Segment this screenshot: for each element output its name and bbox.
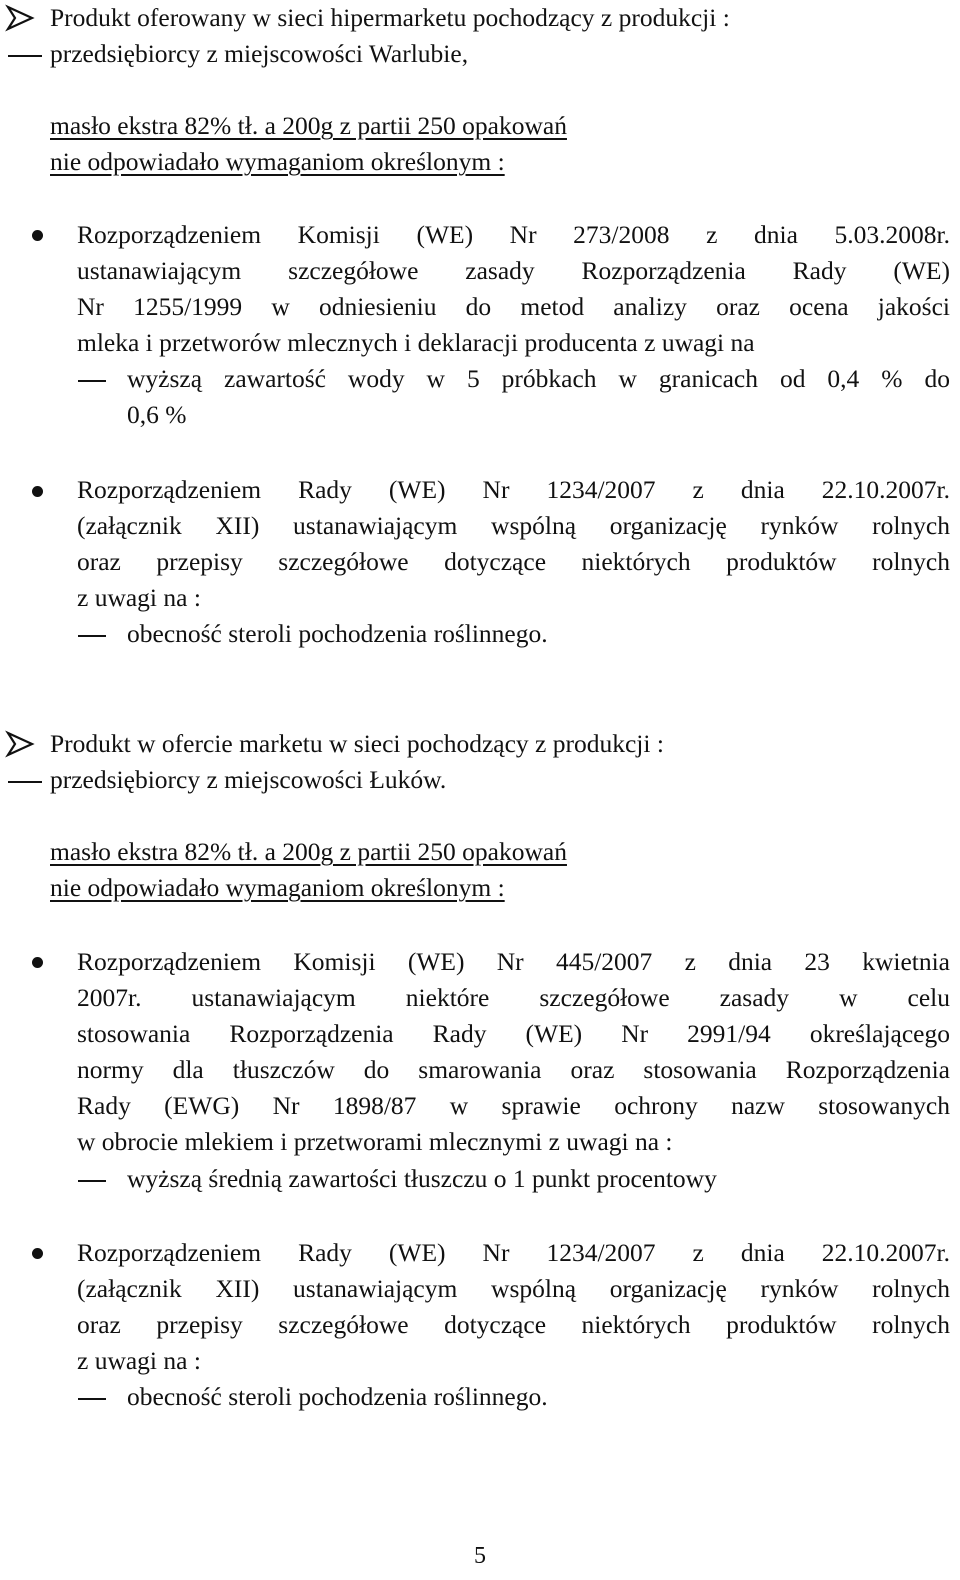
bullet-dot-icon (32, 1248, 43, 1259)
regulation-line: Nr 1255/1999 w odniesieniu do metod analizy oraz ocena jakości (77, 292, 950, 321)
regulation-line: z uwagi na : (77, 1346, 201, 1375)
dash-bullet-icon (78, 380, 106, 382)
regulation-line: stosowania Rozporządzenia Rady (WE) Nr 2991/94 określającego (77, 1019, 950, 1048)
dash-bullet-icon (78, 635, 106, 637)
section2-heading: Produkt w ofercie marketu w sieci pochodzący z produkcji : (50, 729, 664, 758)
regulation-line: Rozporządzeniem Komisji (WE) Nr 445/2007 z dnia 23 kwietnia (77, 947, 950, 976)
regulation-line: Rozporządzeniem Komisji (WE) Nr 273/2008 z dnia 5.03.2008r. (77, 220, 950, 249)
regulation-line: Rady (EWG) Nr 1898/87 w sprawie ochrony nazw stosowanych (77, 1091, 950, 1120)
dash-bullet-icon (78, 1398, 106, 1400)
section2-regulation-2 (77, 1235, 950, 1379)
regulation-line: ustanawiającym szczegółowe zasady Rozporządzenia Rady (WE) (77, 256, 950, 285)
section1-regulation-2 (77, 472, 950, 616)
section2-product-name: masło ekstra 82% tł. a 200g z partii 250 opakowań (50, 837, 567, 866)
section1-reason-2: obecność steroli pochodzenia roślinnego. (127, 619, 548, 648)
section1-reason-1 (127, 361, 950, 433)
section1-heading: Produkt oferowany w sieci hipermarketu pochodzący z produkcji : (50, 3, 730, 32)
section2-regulation-1 (77, 944, 950, 1160)
regulation-line: oraz przepisy szczegółowe dotyczące niektórych produktów rolnych (77, 547, 950, 576)
bullet-dot-icon (32, 486, 43, 497)
section1-nonconformity: nie odpowiadało wymaganiom określonym : (50, 147, 505, 176)
section1-regulation-1 (77, 217, 950, 361)
arrow-bullet-icon (5, 4, 37, 32)
long-dash-icon (8, 781, 42, 783)
long-dash-icon (8, 55, 42, 57)
regulation-line: mleka i przetworów mlecznych i deklaracji producenta z uwagi na (77, 328, 755, 357)
regulation-line: (załącznik XII) ustanawiającym wspólną organizację rynków rolnych (77, 1274, 950, 1303)
arrow-bullet-icon (5, 730, 37, 758)
bullet-dot-icon (32, 957, 43, 968)
section2-reason-2: obecność steroli pochodzenia roślinnego. (127, 1382, 548, 1411)
regulation-line: w obrocie mlekiem i przetworami mlecznymi z uwagi na : (77, 1127, 673, 1156)
section1-product-block (50, 108, 567, 180)
dash-bullet-icon (78, 1180, 106, 1182)
reason-line: 0,6 % (127, 400, 187, 429)
section2-product-block (50, 834, 567, 906)
section2-reason-1: wyższą średnią zawartości tłuszczu o 1 punkt procentowy (127, 1164, 717, 1193)
regulation-line: normy dla tłuszczów do smarowania oraz stosowania Rozporządzenia (77, 1055, 950, 1084)
section1-product-name: masło ekstra 82% tł. a 200g z partii 250 opakowań (50, 111, 567, 140)
regulation-line: Rozporządzeniem Rady (WE) Nr 1234/2007 z dnia 22.10.2007r. (77, 1238, 950, 1267)
section2-nonconformity: nie odpowiadało wymaganiom określonym : (50, 873, 505, 902)
page-number: 5 (474, 1543, 486, 1569)
regulation-line: 2007r. ustanawiającym niektóre szczegółowe zasady w celu (77, 983, 950, 1012)
reason-line: wyższą zawartość wody w 5 próbkach w granicach od 0,4 % do (127, 364, 950, 393)
regulation-line: oraz przepisy szczegółowe dotyczące niektórych produktów rolnych (77, 1310, 950, 1339)
regulation-line: (załącznik XII) ustanawiającym wspólną organizację rynków rolnych (77, 511, 950, 540)
section2-producer: przedsiębiorcy z miejscowości Łuków. (50, 765, 447, 794)
section1-producer: przedsiębiorcy z miejscowości Warlubie, (50, 39, 469, 68)
regulation-line: Rozporządzeniem Rady (WE) Nr 1234/2007 z dnia 22.10.2007r. (77, 475, 950, 504)
regulation-line: z uwagi na : (77, 583, 201, 612)
bullet-dot-icon (32, 230, 43, 241)
